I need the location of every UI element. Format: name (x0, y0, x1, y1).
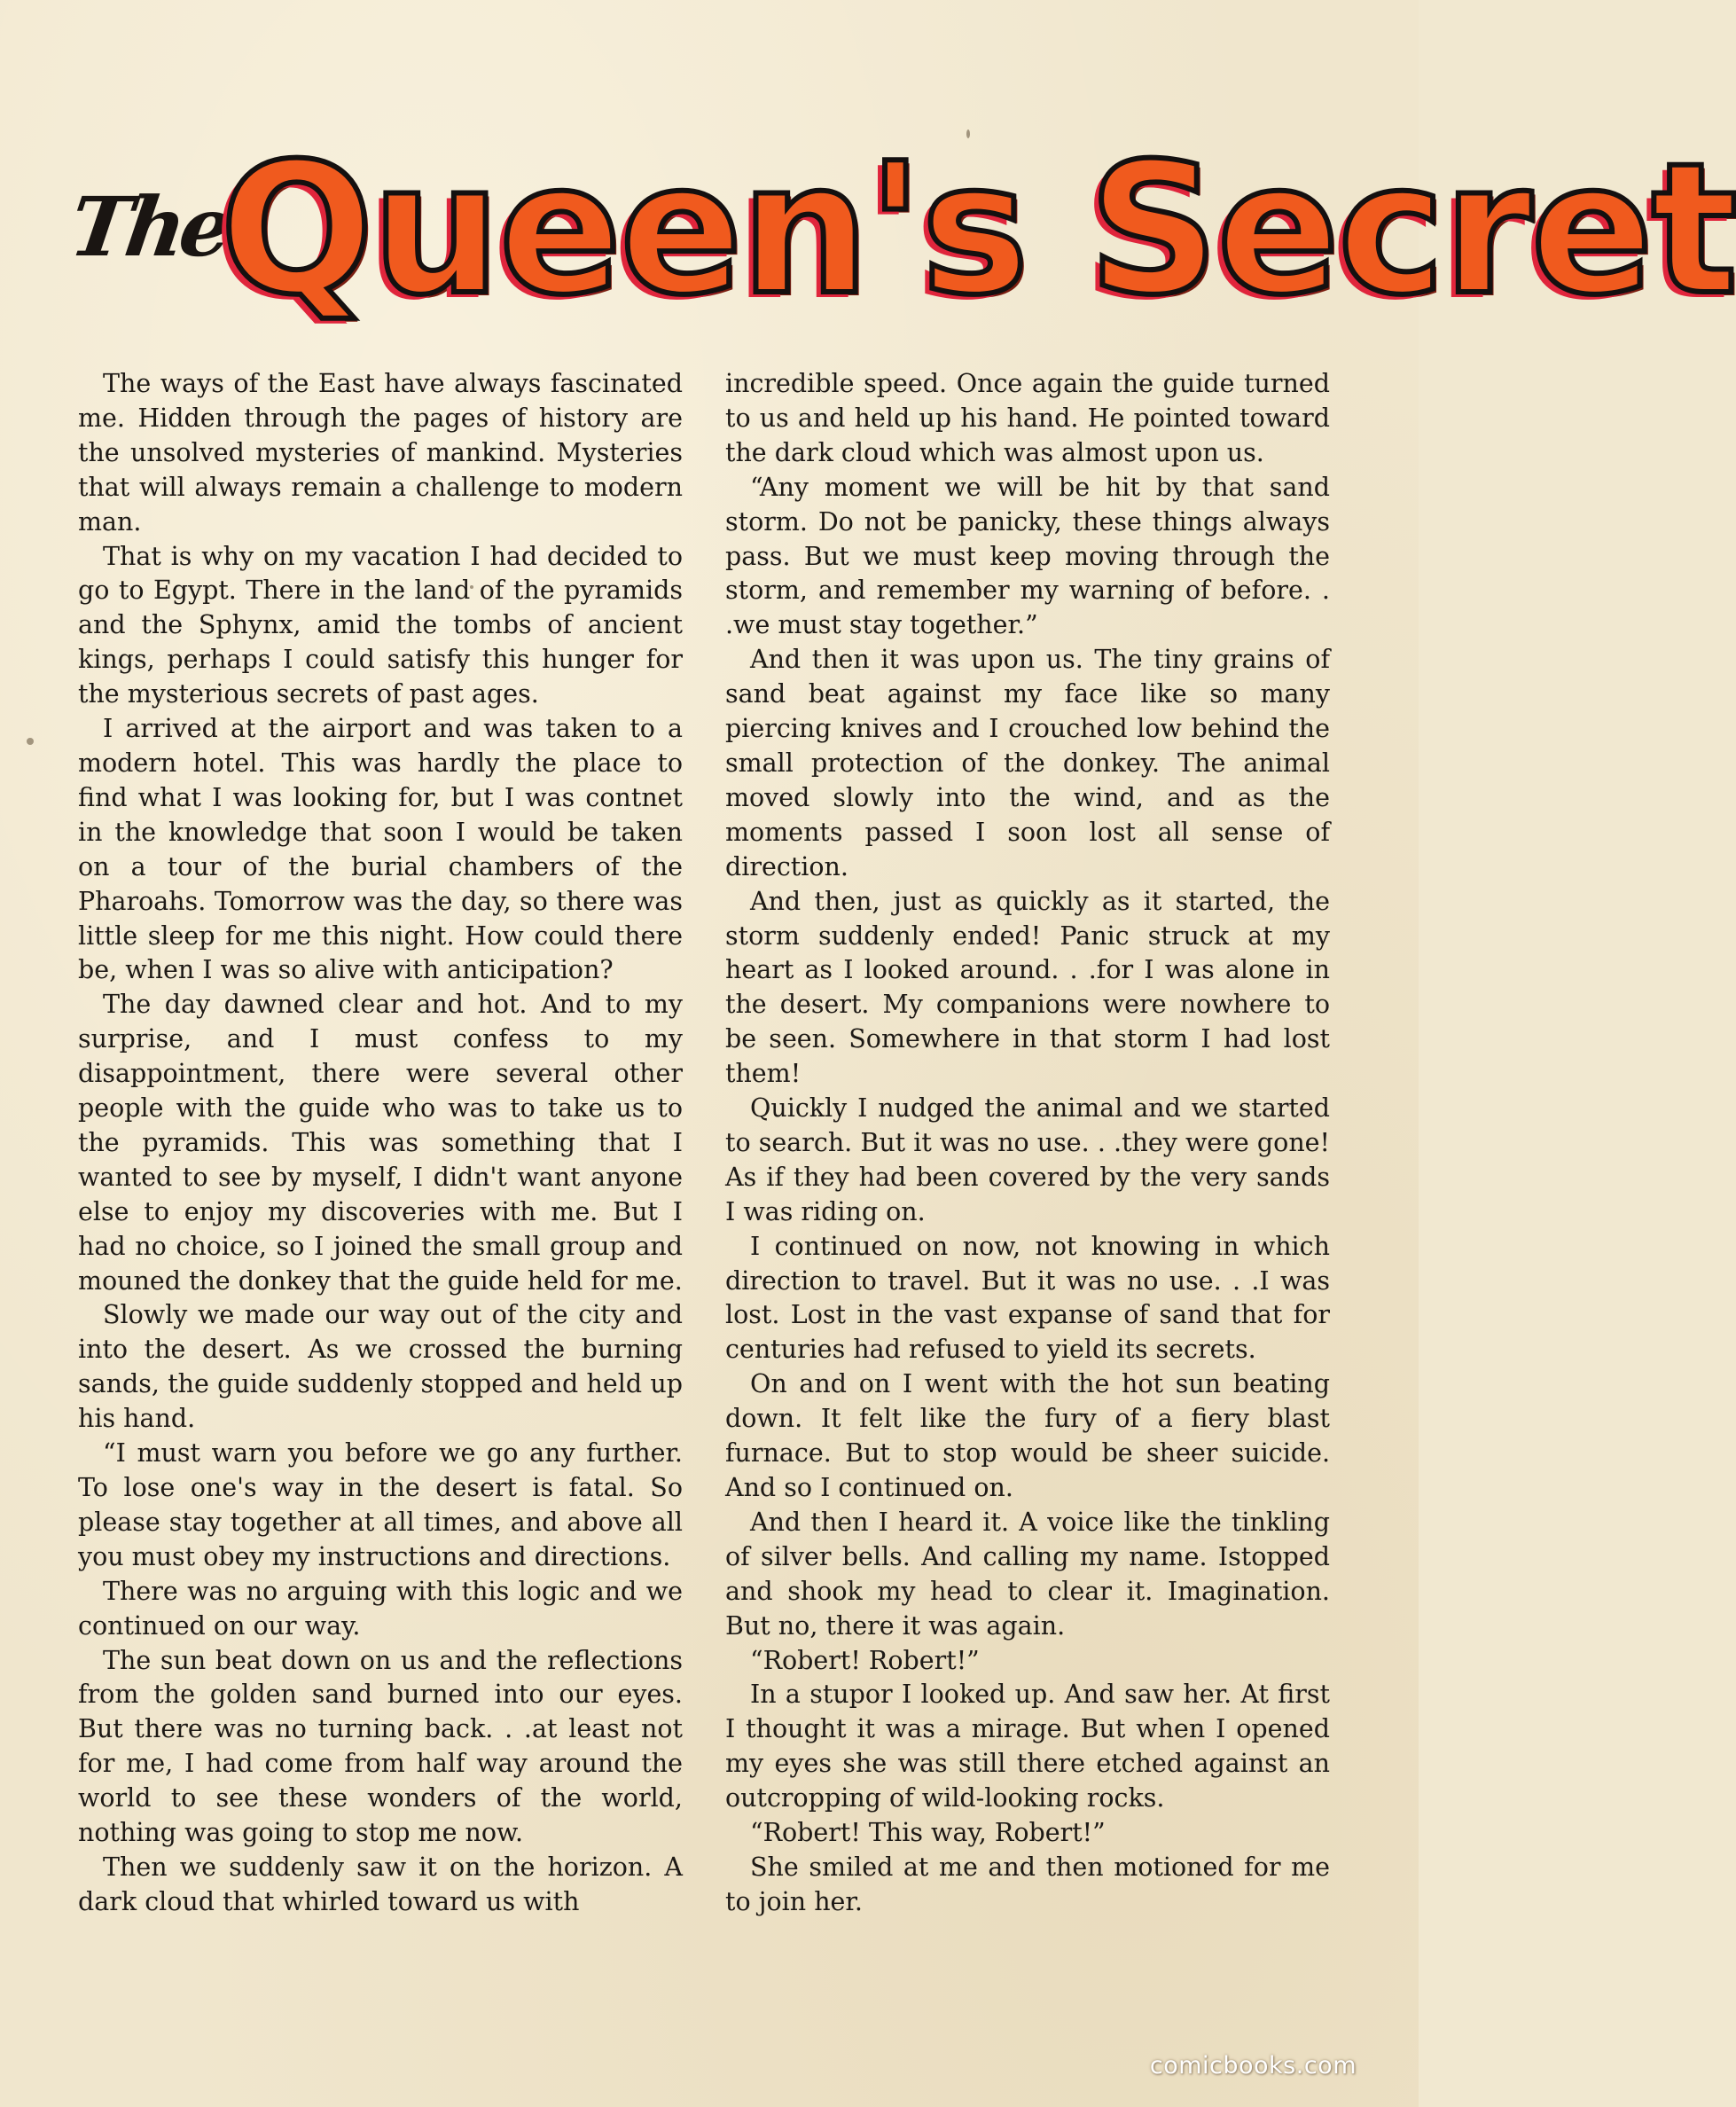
paragraph: The ways of the East have always fascinated me. Hidden through the pages of history are the unsolved mysteries of mankind. Mysteries that will always remain a challenge to modern man. (78, 369, 683, 537)
right-column (725, 367, 1330, 1920)
watermark: comicbooks.com (1149, 2052, 1357, 2080)
paragraph: And then I heard it. A voice like the tinkling of silver bells. And calling my name. Istopped and shook my head to clear it. Imagination. But no, there it was again. (725, 1507, 1330, 1641)
paragraph: The sun beat down on us and the reflections from the golden sand burned into our eyes. But there was no turning back. . .at least not for me, I had come from half way around the world to see these wonders of the world, nothing was going to stop me now. (78, 1645, 683, 1848)
paragraph-continuation: incredible speed. Once again the guide turned to us and held up his hand. He pointed toward the dark cloud which was almost upon us. (725, 369, 1330, 467)
paragraph: I continued on now, not knowing in which direction to travel. But it was no use. . .I was lost. Lost in the vast expanse of sand that for centuries had refused to yield its secrets. (725, 1231, 1330, 1365)
paragraph: In a stupor I looked up. And saw her. At first I thought it was a mirage. But when I opened my eyes she was still there etched against an outcropping of wild-looking rocks. (725, 1680, 1330, 1813)
paper-speck (27, 738, 34, 745)
paragraph: Then we suddenly saw it on the horizon. A dark cloud that whirled toward us with (78, 1852, 683, 1916)
paragraph: I arrived at the airport and was taken to a modern hotel. This was hardly the place to find what I was looking for, but I was contnet in the knowledge that soon I would be taken on a tour of the burial chambers of the Pharoahs. Tomorrow was the day, so there was little sleep for me this night. How could there be, when I was so alive with anticipation? (78, 714, 683, 985)
paragraph: “I must warn you before we go any further. To lose one's way in the desert is fatal. So please stay together at all times, and above all you must obey my instructions and directions. (78, 1438, 683, 1571)
left-column (78, 367, 683, 1920)
story-body (78, 367, 1337, 2034)
paragraph: Slowly we made our way out of the city and into the desert. As we crossed the burning sands, the guide suddenly stopped and held up his hand. (78, 1300, 683, 1434)
paragraph: And then it was upon us. The tiny grains of sand beat against my face like so many piercing knives and I crouched low behind the small protection of the donkey. The animal moved slowly into the wind, and as the moments passed I soon lost all sense of direction. (725, 645, 1330, 881)
paragraph: There was no arguing with this logic and we continued on our way. (78, 1576, 683, 1641)
title-prefix: The (64, 179, 234, 275)
paragraph: “Robert! This way, Robert!” (750, 1818, 1106, 1848)
paragraph: The day dawned clear and hot. And to my surprise, and I must confess to my disappointment, there were several other people with the guide who was to take us to the pyramids. This was something that I wanted to see by myself, I didn't want anyone else to enjoy my discoveries with me. But I had no choice, so I joined the small group and mouned the donkey that the guide held for me. (78, 990, 683, 1296)
paragraph: That is why on my vacation I had decided to go to Egypt. There in the land of the pyramids and the Sphynx, amid the tombs of ancient kings, perhaps I could satisfy this hunger for the mysterious secrets of past ages. (78, 541, 683, 709)
paragraph: And then, just as quickly as it started, the storm suddenly ended! Panic struck at my heart as I looked around. . .for I was alone in the desert. My companions were nowhere to be seen. Somewhere in that storm I had lost them! (725, 886, 1330, 1089)
paragraph: She smiled at me and then motioned for me to join her. (725, 1852, 1330, 1916)
paragraph: “Robert! Robert!” (750, 1645, 980, 1675)
paragraph: Quickly I nudged the animal and we started to search. But it was no use. . .they were gone! As if they had been covered by the very sands I was riding on. (725, 1093, 1330, 1226)
story-title (64, 115, 1736, 355)
paragraph: On and on I went with the hot sun beating down. It felt like the fury of a fiery blast furnace. But to stop would be sheer suicide. And so I continued on. (725, 1369, 1330, 1502)
title-main: Queen's Secret (220, 125, 1736, 335)
paragraph: “Any moment we will be hit by that sand storm. Do not be panicky, these things always pass. But we must keep moving through the storm, and remember my warning of before. . .we must stay together.” (725, 472, 1330, 640)
